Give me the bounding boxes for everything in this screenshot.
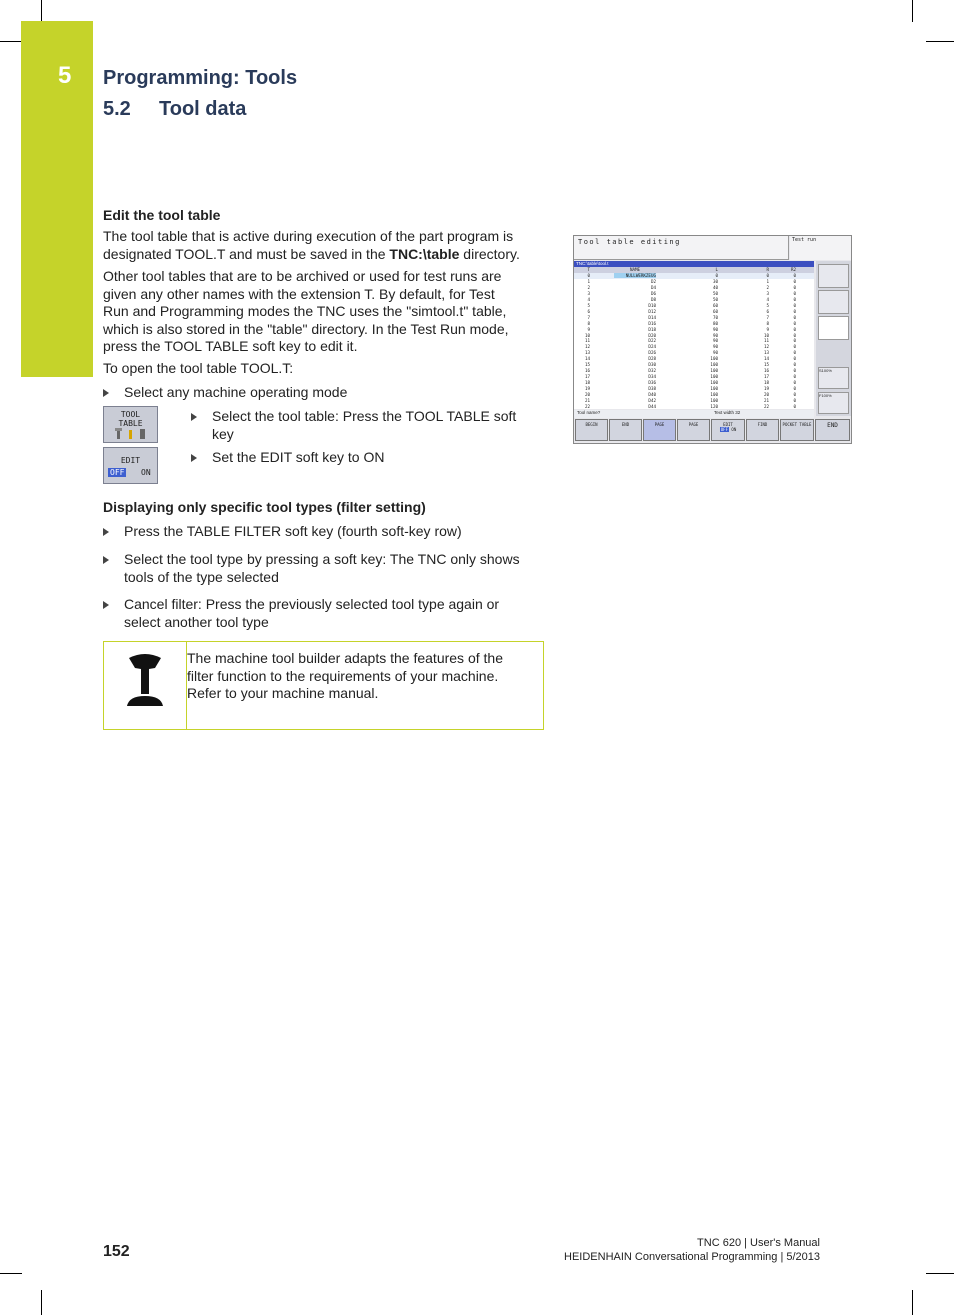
footer-line: HEIDENHAIN Conversational Programming | 5/2013	[564, 1251, 820, 1263]
softkey-label: PAGE	[654, 422, 665, 427]
table-row	[574, 321, 814, 327]
crop-mark	[926, 41, 954, 42]
table-cell: 0	[587, 273, 590, 278]
chapter-title: Programming: Tools	[103, 67, 298, 89]
directory-name: TNC:\table	[389, 245, 460, 262]
table-row	[574, 327, 814, 333]
feed-override	[818, 392, 849, 414]
table-row	[574, 374, 814, 380]
filter-step-2	[103, 551, 543, 587]
table-cell: 11	[584, 338, 590, 344]
table-cell: 12	[763, 344, 769, 350]
table-cell: 21	[763, 397, 769, 403]
note-text	[187, 650, 532, 703]
column-header: R	[766, 267, 769, 272]
table-cell: 0	[793, 362, 796, 368]
status-prompt: Tool name?	[577, 410, 601, 415]
filter-step-3	[103, 596, 543, 632]
paragraph-other-tables	[103, 268, 543, 356]
table-cell: 19	[584, 386, 590, 392]
bullet-arrow-icon	[103, 556, 109, 564]
override-label: F100%	[819, 393, 832, 398]
column-header: L	[715, 267, 718, 272]
crop-mark	[0, 1273, 22, 1274]
screen-path: TNC:\table\tool.t	[574, 261, 814, 268]
table-cell: D30	[648, 362, 656, 368]
table-cell: 0	[766, 273, 769, 278]
edit-softkey[interactable]	[103, 447, 158, 484]
table-cell: 0	[793, 403, 796, 409]
table-cell: 0	[793, 386, 796, 392]
softkey-pocket-table[interactable]	[780, 419, 814, 441]
table-row	[574, 362, 814, 368]
softkey-off-state: OFF	[720, 427, 728, 432]
table-row	[574, 356, 814, 362]
table-row	[574, 350, 814, 356]
bullet-arrow-icon	[191, 454, 197, 462]
step-text	[124, 596, 499, 631]
table-cell: 9	[766, 326, 769, 332]
table-cell: D4	[650, 284, 656, 290]
text-line: filter function to the requirements of your machine.	[187, 667, 499, 684]
footer-info	[564, 1236, 820, 1264]
table-cell: 0	[793, 320, 796, 326]
table-cell: 17	[584, 374, 590, 380]
table-cell: 0	[793, 290, 796, 296]
table-cell: D16	[648, 320, 656, 326]
softkey-label: FIND	[757, 422, 768, 427]
table-cell: NULLWERKZEUG	[614, 273, 656, 278]
table-row	[574, 380, 814, 386]
screen-status-bar	[574, 410, 814, 418]
table-cell: 30	[712, 278, 718, 284]
table-cell: 70	[712, 314, 718, 320]
table-cell: 4	[766, 296, 769, 302]
softkey-off-state: OFF	[110, 468, 125, 477]
bullet-arrow-icon	[103, 389, 109, 397]
table-cell: 40	[712, 284, 718, 290]
table-row	[574, 404, 814, 410]
text-line: tools of the type selected	[124, 568, 279, 585]
table-cell: 16	[763, 368, 769, 374]
step-select-mode	[103, 384, 543, 402]
table-row	[574, 285, 814, 291]
table-row	[574, 344, 814, 350]
table-cell: 16	[584, 368, 590, 374]
table-cell: D6	[650, 290, 656, 296]
table-cell: 90	[712, 350, 718, 356]
text-line: Cancel filter: Press the previously selected tool type again or	[124, 596, 500, 612]
tool-table-softkey[interactable]	[103, 406, 158, 443]
table-cell: 100	[710, 392, 718, 397]
softkey-on-state: ON	[731, 427, 737, 432]
table-cell: 17	[763, 374, 769, 380]
table-cell: 100	[710, 356, 718, 362]
table-cell: 0	[793, 308, 796, 314]
table-cell: 10	[763, 332, 769, 338]
chapter-tab	[21, 21, 93, 377]
spindle-override	[818, 367, 849, 389]
table-cell: 100	[710, 368, 718, 374]
chapter-number: 5	[58, 62, 72, 89]
table-cell: 9	[587, 326, 590, 332]
table-cell: 80	[712, 320, 718, 326]
text-line: Run and Programming modes the TNC uses the "simtool.t" table,	[103, 303, 507, 319]
table-cell: 100	[710, 362, 718, 368]
table-cell: 2	[766, 284, 769, 290]
table-row	[574, 303, 814, 309]
step-text	[124, 551, 520, 586]
table-row	[574, 291, 814, 297]
table-cell: 0	[793, 296, 796, 302]
bullet-arrow-icon	[103, 528, 109, 536]
table-cell: 13	[763, 350, 769, 356]
table-cell: 22	[763, 403, 769, 409]
table-row	[574, 273, 814, 279]
page-number: 152	[103, 1243, 130, 1260]
tool-axis-button	[818, 316, 849, 340]
text-line: press the TOOL TABLE soft key to edit it.	[103, 338, 358, 354]
softkey-label: EDIT	[120, 456, 141, 465]
table-cell: 0	[793, 344, 796, 350]
table-cell: 0	[715, 273, 718, 278]
step-select-tool-table	[191, 408, 543, 444]
table-cell: D2	[650, 278, 656, 284]
table-cell: D40	[648, 392, 656, 397]
table-row	[574, 297, 814, 303]
softkey-begin[interactable]	[575, 419, 608, 441]
softkey-label: BEGIN	[585, 422, 598, 427]
table-cell: D26	[648, 350, 656, 356]
machine-note-box	[103, 641, 544, 730]
table-cell: 60	[712, 302, 718, 308]
table-cell: 2	[587, 284, 590, 290]
table-cell: 0	[793, 326, 796, 332]
table-cell: 120	[710, 403, 718, 409]
table-cell: 0	[793, 374, 796, 380]
table-cell: 8	[587, 320, 590, 326]
softkey-page-down[interactable]	[677, 419, 710, 441]
table-cell: 0	[793, 302, 796, 308]
column-header: T	[587, 267, 590, 272]
table-cell: D42	[648, 397, 656, 403]
text-line: given any other names with the extension T. By default, for Test	[103, 285, 495, 302]
table-cell: 90	[712, 344, 718, 350]
table-cell: 0	[793, 338, 796, 344]
table-cell: D32	[648, 368, 656, 374]
softkey-end[interactable]	[609, 419, 642, 441]
softkey-label: END	[827, 422, 838, 429]
text-span: directory.	[459, 245, 520, 262]
softkey-page-up[interactable]	[643, 419, 676, 441]
table-cell: 20	[763, 392, 769, 397]
table-row	[574, 338, 814, 344]
table-cell: 0	[793, 392, 796, 397]
crop-mark	[41, 0, 42, 22]
table-cell: 21	[584, 397, 590, 403]
softkey-edit[interactable]	[711, 419, 745, 441]
table-cell: 11	[763, 338, 769, 344]
tool-table	[574, 267, 814, 409]
table-cell: 14	[584, 356, 590, 362]
table-cell: 3	[587, 290, 590, 296]
table-cell: D34	[648, 374, 656, 380]
table-cell: 3	[766, 290, 769, 296]
text-line	[103, 246, 543, 264]
softkey-label: POCKET TABLE	[782, 422, 812, 427]
softkey-label: TABLE	[118, 419, 143, 428]
paragraph-active-table	[103, 228, 543, 263]
softkey-label: END	[621, 422, 630, 427]
table-cell: 90	[712, 326, 718, 332]
softkey-label: EDIT	[723, 422, 733, 427]
step-text: Select any machine operating mode	[124, 384, 348, 400]
table-cell: 0	[793, 273, 796, 278]
table-cell: 6	[587, 308, 590, 314]
table-cell: 100	[710, 380, 718, 386]
table-cell: 7	[766, 314, 769, 320]
text-line: Refer to your machine manual.	[187, 685, 379, 701]
text-line: The tool table that is active during execution of the part program is	[103, 228, 514, 244]
table-row	[574, 386, 814, 392]
table-cell: 1	[587, 278, 590, 284]
screen-mode: Test run	[790, 236, 851, 260]
table-cell: 0	[793, 278, 796, 284]
text-span: designated TOOL.T and must be saved in the	[103, 245, 390, 262]
footer-line: TNC 620 | User's Manual	[697, 1237, 820, 1249]
table-row	[574, 279, 814, 285]
softkey-on-state: ON	[141, 468, 151, 477]
table-cell: D10	[648, 302, 656, 308]
table-cell: 22	[584, 403, 590, 409]
heading-filter: Displaying only specific tool types (filter setting)	[103, 499, 426, 515]
column-header: NAME	[629, 267, 641, 272]
crop-mark	[0, 41, 22, 42]
table-cell: 0	[793, 380, 796, 386]
screen-title: Tool table editing	[574, 236, 789, 260]
step-text	[212, 408, 516, 443]
step-text: Set the EDIT soft key to ON	[212, 449, 385, 465]
section-name: Tool data	[159, 98, 247, 120]
crop-mark	[912, 0, 913, 22]
table-row	[574, 315, 814, 321]
table-cell: D18	[648, 326, 656, 332]
table-cell: 0	[793, 397, 796, 403]
table-cell: 8	[766, 320, 769, 326]
softkey-label: PAGE	[688, 422, 699, 427]
table-cell: 13	[584, 350, 590, 356]
table-cell: 50	[712, 290, 718, 296]
table-row	[574, 398, 814, 404]
table-cell: D36	[648, 380, 656, 386]
status-width: Text width 32	[714, 410, 741, 415]
table-cell: D22	[648, 338, 656, 344]
table-cell: 5	[587, 302, 590, 308]
override-label: S100%	[819, 368, 832, 373]
crop-mark	[41, 1290, 42, 1315]
heading-edit-tool-table: Edit the tool table	[103, 207, 221, 223]
table-cell: D28	[648, 356, 656, 362]
column-header: R2	[790, 267, 796, 272]
table-header	[574, 267, 814, 273]
table-cell: 100	[710, 374, 718, 380]
table-row	[574, 368, 814, 374]
text-line: The machine tool builder adapts the features of the	[187, 650, 503, 666]
filter-step-1	[103, 523, 543, 541]
table-cell: 100	[710, 386, 718, 392]
table-cell: 18	[763, 380, 769, 386]
table-cell: 0	[793, 332, 796, 338]
table-cell: 15	[763, 362, 769, 368]
table-cell: 90	[712, 338, 718, 344]
table-cell: 50	[712, 296, 718, 302]
text-line: key	[212, 425, 234, 442]
table-cell: D14	[648, 314, 656, 320]
table-cell: 6	[766, 308, 769, 314]
softkey-label: TOOL	[120, 410, 141, 419]
table-cell: D44	[648, 403, 656, 409]
text-line: Select the tool table: Press the TOOL TABLE soft	[212, 408, 517, 424]
tool-button	[818, 290, 849, 314]
table-cell: 60	[712, 308, 718, 314]
table-cell: 12	[584, 344, 590, 350]
table-cell: 4	[587, 296, 590, 302]
table-cell: 1	[766, 278, 769, 284]
bullet-arrow-icon	[103, 601, 109, 609]
table-cell: 15	[584, 362, 590, 368]
text-line: Select the tool type by pressing a soft key: The TNC only shows	[124, 551, 520, 567]
table-cell: 14	[763, 356, 769, 362]
table-cell: 20	[584, 392, 590, 397]
step-text: Press the TABLE FILTER soft key (fourth soft-key row)	[124, 523, 462, 539]
table-cell: D8	[650, 296, 656, 302]
table-cell: D24	[648, 344, 656, 350]
screen-right-panel	[816, 261, 851, 416]
table-cell: 0	[793, 356, 796, 362]
paragraph-open-table: To open the tool table TOOL.T:	[103, 360, 294, 376]
table-cell: 0	[793, 314, 796, 320]
table-cell: D38	[648, 386, 656, 392]
table-cell: 19	[763, 386, 769, 392]
table-row	[574, 309, 814, 315]
table-cell: 0	[793, 350, 796, 356]
table-cell: D20	[648, 332, 656, 338]
table-cell: 10	[584, 332, 590, 338]
tool-table-screenshot	[573, 235, 852, 444]
table-cell: 5	[766, 302, 769, 308]
step-set-edit-on	[191, 449, 543, 467]
machine-tool-icon	[125, 652, 165, 710]
table-cell: 90	[712, 332, 718, 338]
crop-mark	[926, 1273, 954, 1274]
bullet-arrow-icon	[191, 413, 197, 421]
tools-icon	[104, 427, 157, 441]
table-row	[574, 333, 814, 339]
table-cell: D12	[648, 308, 656, 314]
section-number: 5.2	[103, 98, 131, 120]
text-line: Other tool tables that are to be archived or used for test runs are	[103, 268, 502, 284]
text-line: which is also stored in the "table" directory. In the Test Run mode,	[103, 320, 509, 337]
table-cell: 0	[793, 368, 796, 374]
table-cell: 18	[584, 380, 590, 386]
softkey-end-exit[interactable]	[815, 419, 850, 441]
softkey-find[interactable]	[746, 419, 779, 441]
spindle-button	[818, 264, 849, 288]
table-row	[574, 392, 814, 398]
table-cell: 7	[587, 314, 590, 320]
section-title	[103, 98, 246, 121]
table-cell: 100	[710, 397, 718, 403]
table-cell: 0	[793, 284, 796, 290]
crop-mark	[912, 1290, 913, 1315]
text-line: select another tool type	[124, 613, 269, 630]
